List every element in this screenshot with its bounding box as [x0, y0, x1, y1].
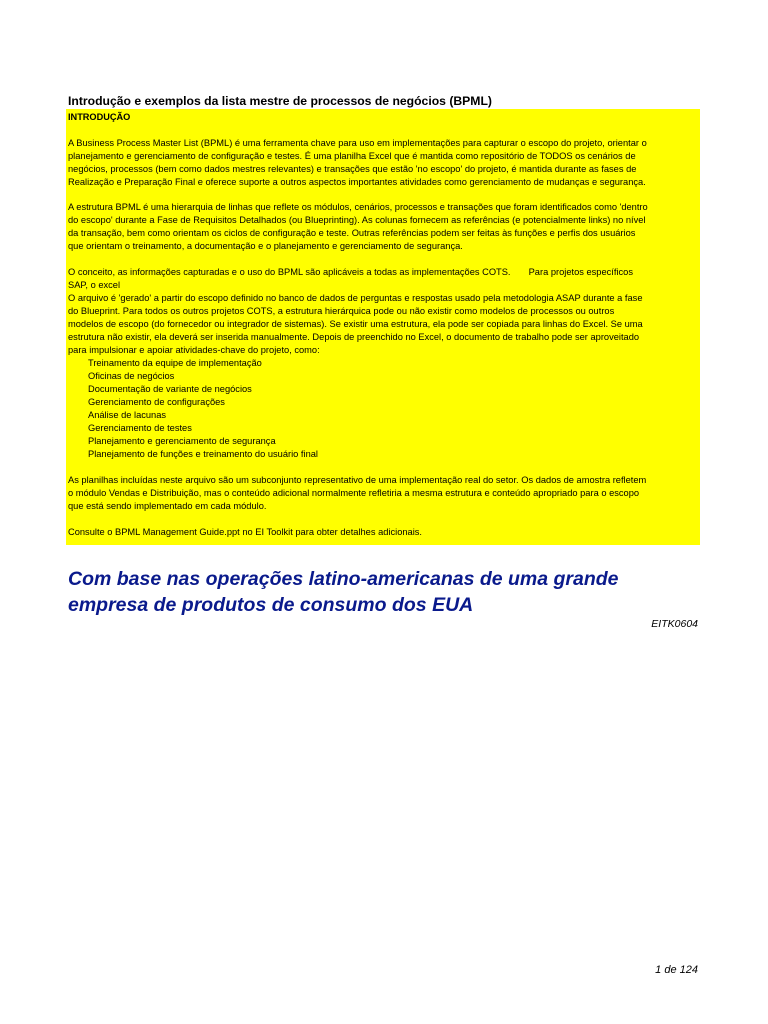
para5-line: Consulte o BPML Management Guide.ppt no EI Toolkit para obter detalhes adicionais. [68, 527, 423, 537]
list-item: Planejamento e gerenciamento de segurança [88, 436, 276, 446]
para1-line: planejamento e gerenciamento de configuração e testes. É uma planilha Excel que é mantida como repositório de TODOS os cenários de [68, 151, 636, 161]
page-number: 1 de 124 [655, 964, 698, 976]
para4-line: As planilhas incluídas neste arquivo são um subconjunto representativo de uma implementação real do setor. Os dados de amostra refletem [68, 475, 647, 485]
subtitle-line: empresa de produtos de consumo dos EUA [68, 594, 474, 616]
para2-line: A estrutura BPML é uma hierarquia de linhas que reflete os módulos, cenários, processos e transações que foram identificados como 'dentro [68, 202, 648, 212]
para3-line: modelos de escopo (do fornecedor ou integrador de sistemas). Se existir uma estrutura, ela pode ser copiada para linhas do Excel. Se uma [68, 319, 643, 329]
document-code: EITK0604 [651, 618, 698, 630]
para2-line: da transação, bem como orientam os ciclos de configuração e teste. Outras referências podem ser feitas às funções e perfis dos usuários [68, 228, 636, 238]
para2-line: do escopo' durante a Fase de Requisitos Detalhados (ou Blueprinting). As colunas fornecem as referências (e potencialmente links) no nível [68, 215, 646, 225]
para1-line: negócios, processos (bem como dados mestres relevantes) e transações que estão 'no escopo' do projeto, é mantida durante as fases de [68, 164, 637, 174]
list-item: Oficinas de negócios [88, 371, 175, 381]
para3-line: SAP, o excel [68, 280, 121, 290]
document-title: Introdução e exemplos da lista mestre de processos de negócios (BPML) [68, 94, 492, 108]
subtitle-line: Com base nas operações latino-americanas de uma grande [68, 568, 619, 590]
list-item: Gerenciamento de testes [88, 423, 192, 433]
para1-line: A Business Process Master List (BPML) é uma ferramenta chave para uso em implementações para capturar o escopo do projeto, orientar o [68, 138, 647, 148]
list-item: Treinamento da equipe de implementação [88, 358, 262, 368]
list-item: Análise de lacunas [88, 410, 167, 420]
para4-line: o módulo Vendas e Distribuição, mas o conteúdo adicional normalmente refletiria a mesma estrutura e conteúdo apropriado para o escopo [68, 488, 640, 498]
para2-line: que orientam o treinamento, a documentação e o planejamento e gerenciamento de segurança. [68, 241, 463, 251]
intro-heading: INTRODUÇÃO [68, 112, 131, 122]
para3-line: estrutura não existir, ela deverá ser inserida manualmente. Depois de preenchido no Excel, o documento de trabalho pode ser aproveitado [68, 332, 640, 342]
para4-line: que está sendo implementado em cada módulo. [68, 501, 267, 511]
para3-line: O conceito, as informações capturadas e o uso do BPML são aplicáveis a todas as implementações COTS. Para projetos específicos [68, 267, 633, 277]
para1-line: Realização e Preparação Final e oferece suporte a outros aspectos importantes atividades como gerenciamento de mudanças e segurança. [68, 177, 646, 187]
list-item: Planejamento de funções e treinamento do usuário final [88, 449, 318, 459]
para3-line: O arquivo é 'gerado' a partir do escopo definido no banco de dados de perguntas e respostas usado pela metodologia ASAP durante a fase [68, 293, 643, 303]
para3-line: para impulsionar e apoiar atividades-chave do projeto, como: [68, 345, 320, 355]
list-item: Gerenciamento de configurações [88, 397, 225, 407]
list-item: Documentação de variante de negócios [88, 384, 252, 394]
para3-line: do Blueprint. Para todos os outros projetos COTS, a estrutura hierárquica pode ou não existir como modelos de processos ou outros [68, 306, 615, 316]
